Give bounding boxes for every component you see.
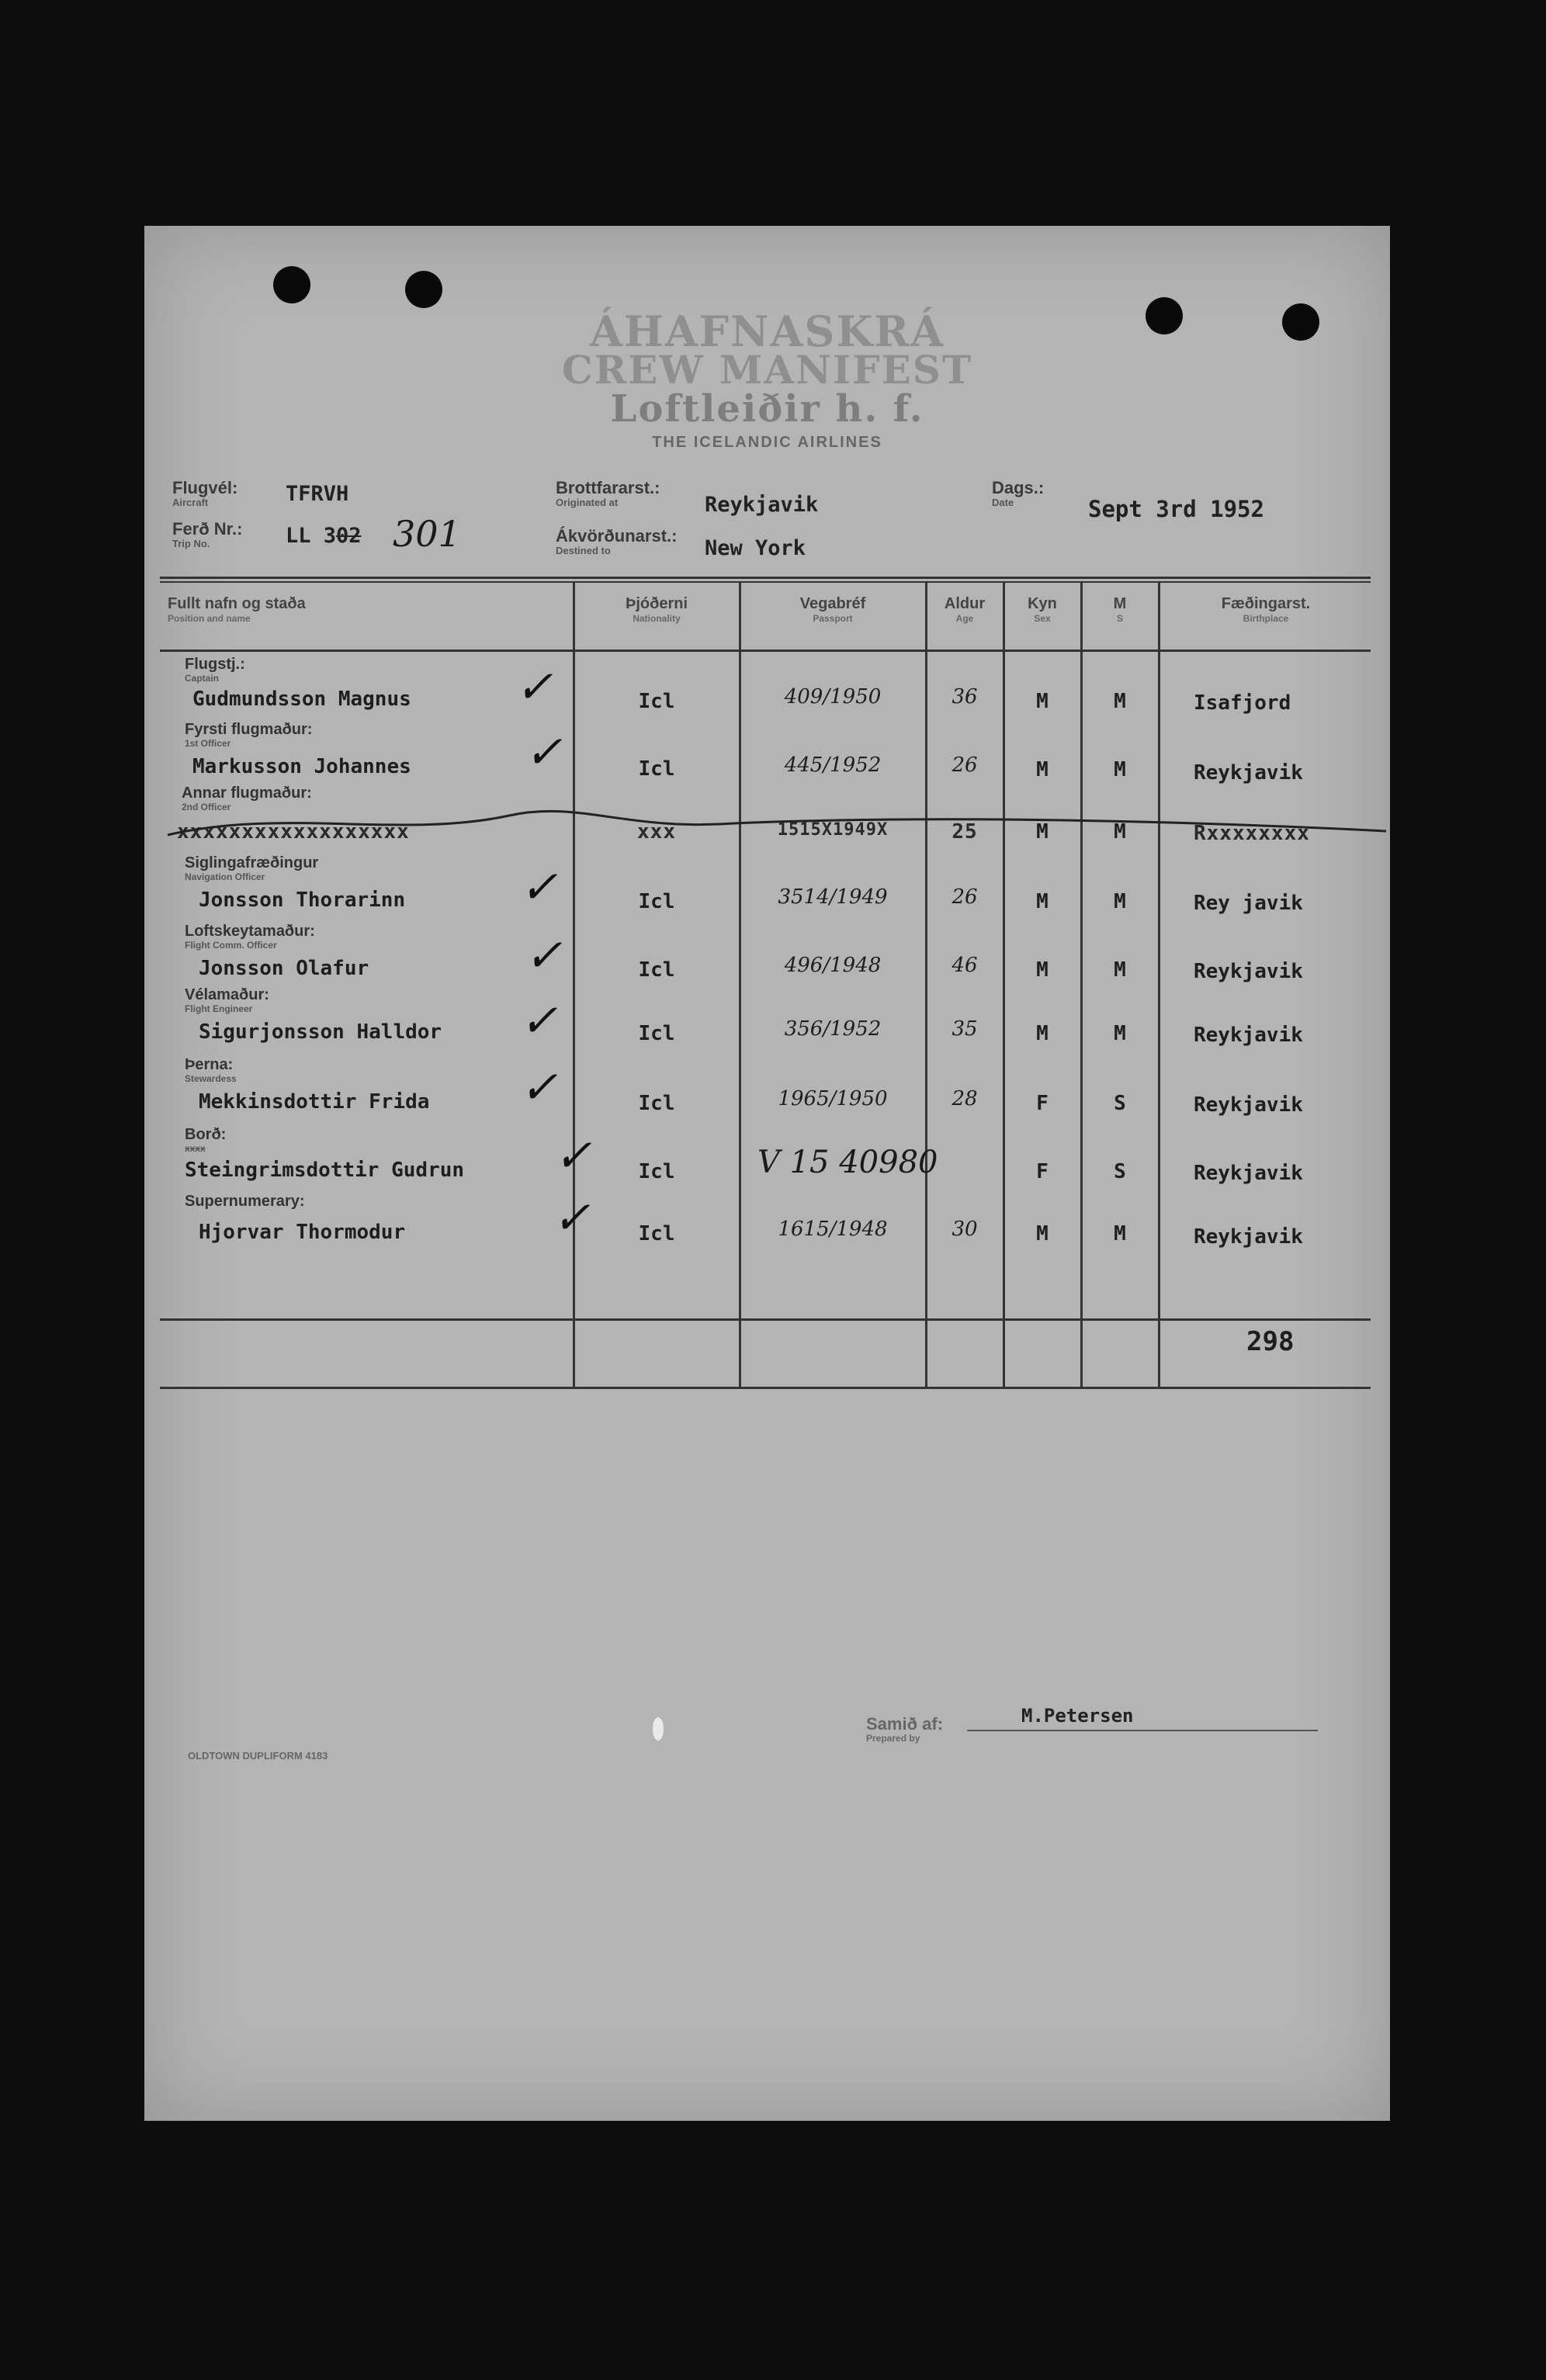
crew-marital: M [1114,820,1126,844]
manifest-title-en: CREW MANIFEST [561,347,973,393]
crew-marital: S [1114,1092,1126,1115]
checkmark-icon: ✓ [525,929,563,982]
crew-marital: M [1114,1222,1126,1245]
position-label: Fyrsti flugmaður: 1st Officer [185,721,313,749]
crew-passport: 1515X1949X [777,820,889,840]
crew-nationality: xxx [637,820,676,844]
punch-hole-left-2 [405,271,442,308]
crew-birthplace: Reykjavik [1194,1093,1303,1117]
crew-birthplace: Reykjavik [1194,960,1303,983]
position-label: Loftskeytamaður: Flight Comm. Officer [185,923,315,951]
crew-name: Mekkinsdottir Frida [199,1090,430,1114]
position-label: Flugstj.: Captain [185,656,245,684]
col-head-marital: M S [1113,595,1127,624]
table-top-rule [160,577,1371,579]
crew-age: 36 [952,685,978,708]
crew-passport: 1965/1950 [778,1087,888,1110]
crew-birthplace: Reykjavik [1194,1024,1303,1047]
position-label: Supernumerary: [185,1193,305,1210]
crew-name: Jonsson Olafur [199,957,369,980]
crew-marital: M [1114,758,1126,781]
crew-nationality: Icl [638,690,675,713]
crew-birthplace: Rey javik [1194,892,1303,915]
position-label: Borð: xxxx [185,1126,227,1154]
origin-label: Brottfararst.: Originated at [556,478,660,508]
col-divider-5 [1080,581,1083,1388]
origin-value: Reykjavik [705,493,819,517]
crew-passport: 1615/1948 [778,1218,888,1241]
manifest-total: 298 [1246,1326,1295,1357]
crew-marital: M [1114,1022,1126,1045]
position-label: Siglingafræðingur Navigation Officer [185,854,319,882]
trip-value: LL 302 [286,524,362,548]
col-head-sex: Kyn Sex [1028,595,1057,624]
crew-sex: M [1036,890,1049,913]
crew-age: 26 [952,753,978,777]
crew-sex: M [1036,1222,1049,1245]
position-label: Vélamaður: Flight Engineer [185,986,269,1014]
crew-name: xxxxxxxxxxxxxxxxxx [177,820,410,844]
crew-marital: S [1114,1160,1126,1183]
crew-passport: 496/1948 [784,954,882,977]
crew-sex: M [1036,758,1049,781]
checkmark-icon: ✓ [554,1129,592,1182]
crew-sex: M [1036,1022,1049,1045]
date-label: Dags.: Date [992,478,1045,508]
form-code: OLDTOWN DUPLIFORM 4183 [188,1750,328,1762]
checkmark-icon: ✓ [515,660,553,713]
crew-sex: F [1036,1092,1049,1115]
crew-nationality: Icl [638,958,675,982]
table-header-rule [160,650,1371,652]
manifest-title-is: ÁHAFNASKRÁ [589,307,945,356]
crew-age: 35 [952,1017,978,1041]
col-head-passport: Vegabréf Passport [799,595,866,624]
crew-sex: M [1036,690,1049,713]
crew-sex: M [1036,958,1049,982]
paper-blemish [653,1717,664,1741]
col-divider-1 [573,581,575,1388]
company-name: Loftleiðir h. f. [610,387,924,431]
checkmark-icon: ✓ [525,726,563,778]
checkmark-icon: ✓ [520,861,558,913]
crew-nationality: Icl [638,890,675,913]
punch-hole-left-1 [273,266,310,303]
prepared-by-line [967,1730,1318,1731]
crew-age: 26 [952,885,978,909]
crew-birthplace: Isafjord [1194,691,1291,715]
crew-age: 25 [952,820,978,844]
crew-birthplace: Reykjavik [1194,1162,1303,1185]
crew-name: Hjorvar Thormodur [199,1221,406,1244]
table-top-rule-2 [160,581,1371,583]
prepared-by-label: Samið af: Prepared by [866,1714,944,1744]
crew-sex: M [1036,820,1049,844]
crew-birthplace: Reykjavik [1194,761,1303,785]
crew-passport: V 15 40980 [757,1145,938,1180]
crew-marital: M [1114,958,1126,982]
crew-name: Steingrimsdottir Gudrun [185,1159,465,1182]
crew-nationality: Icl [638,1092,675,1115]
col-divider-4 [1003,581,1005,1388]
table-bottom-rule [160,1387,1371,1389]
crew-name: Markusson Johannes [192,755,411,778]
crew-nationality: Icl [638,1222,675,1245]
crew-name: Jonsson Thorarinn [199,889,406,912]
table-total-rule [160,1318,1371,1321]
col-divider-6 [1158,581,1160,1388]
col-head-nationality: Þjóðerni Nationality [625,595,688,624]
crew-nationality: Icl [638,757,675,781]
position-label: Þerna: Stewardess [185,1056,237,1084]
company-subtitle: THE ICELANDIC AIRLINES [652,434,882,451]
crew-birthplace: Reykjavik [1194,1225,1303,1249]
crew-marital: M [1114,690,1126,713]
destination-label: Ákvörðunarst.: Destined to [556,526,678,556]
crew-nationality: Icl [638,1022,675,1045]
trip-handwritten: 301 [393,513,461,555]
crew-passport: 445/1952 [784,753,882,777]
crew-sex: F [1036,1160,1049,1183]
aircraft-label: Flugvél: Aircraft [172,478,238,508]
col-head-age: Aldur Age [944,595,986,624]
trip-value-struck: 02 [336,524,362,548]
crew-age: 30 [952,1218,978,1241]
col-divider-3 [925,581,927,1388]
crew-name: Sigurjonsson Halldor [199,1020,442,1044]
crew-marital: M [1114,890,1126,913]
col-head-birthplace: Fæðingarst. Birthplace [1221,595,1311,624]
col-divider-2 [739,581,741,1388]
manifest-paper [144,226,1390,2121]
crew-nationality: Icl [638,1160,675,1183]
crew-passport: 3514/1949 [778,885,888,909]
crew-age: 46 [952,954,978,977]
date-value: Sept 3rd 1952 [1088,496,1264,522]
crew-name: Gudmundsson Magnus [192,688,411,711]
checkmark-icon: ✓ [553,1191,591,1244]
checkmark-icon: ✓ [520,1061,558,1114]
prepared-by-value: M.Petersen [1021,1705,1134,1727]
crew-passport: 409/1950 [784,685,882,708]
position-label: Annar flugmaður: 2nd Officer [182,785,312,812]
aircraft-value: TFRVH [286,482,349,506]
trip-label: Ferð Nr.: Trip No. [172,519,243,549]
crew-birthplace: Rxxxxxxxx [1194,822,1310,845]
strike-through-line [144,792,1390,854]
destination-value: New York [705,536,806,560]
col-head-name: Fullt nafn og staða Position and name [168,595,306,624]
checkmark-icon: ✓ [520,994,558,1047]
crew-age: 28 [952,1087,978,1110]
crew-passport: 356/1952 [784,1017,882,1041]
